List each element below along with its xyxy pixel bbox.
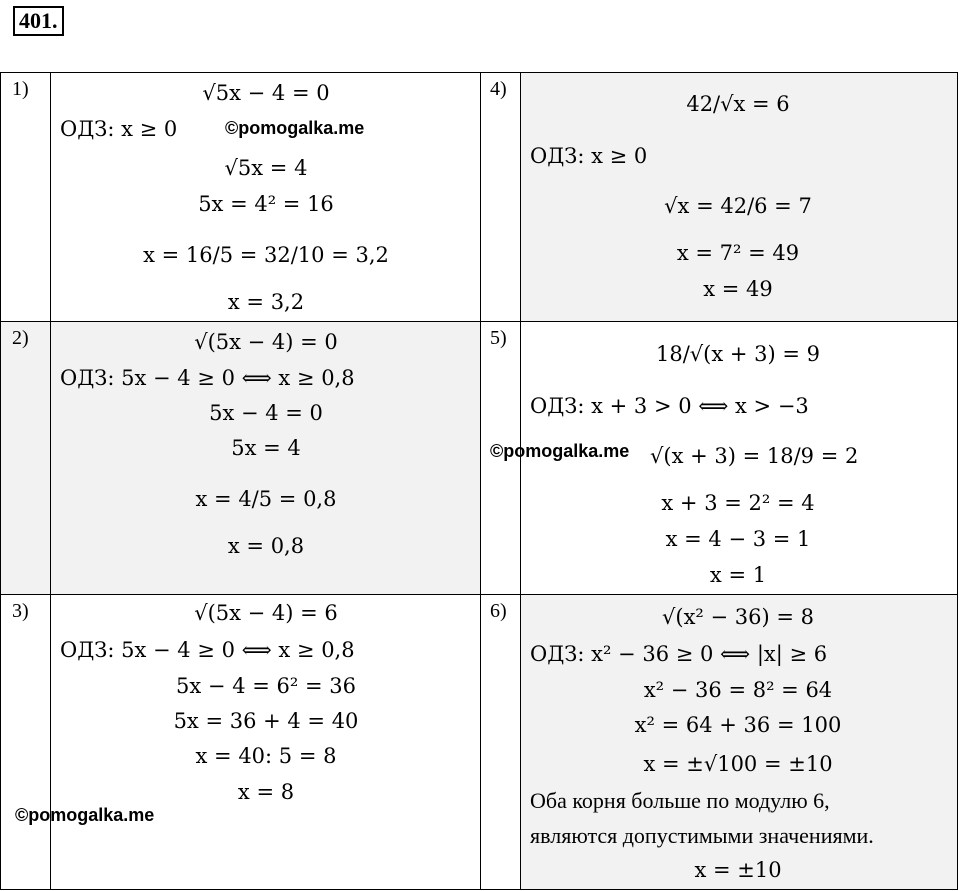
cell-2-line-3: 5x − 4 = 0 bbox=[209, 401, 323, 425]
cell-3-line-5: x = 40: 5 = 8 bbox=[195, 744, 337, 768]
cell-5-line-4: x + 3 = 2² = 4 bbox=[661, 491, 815, 515]
cell-1-line-3: √5x = 4 bbox=[224, 156, 308, 180]
cell-6-line-8: x = ±10 bbox=[694, 858, 782, 882]
cell-4-line-3: √x = 42/6 = 7 bbox=[664, 194, 812, 218]
cell-2-number: 2) bbox=[12, 327, 29, 349]
row-divider-1 bbox=[0, 321, 958, 322]
cell-5-line-1: 18/√(x + 3) = 9 bbox=[655, 342, 821, 366]
watermark-3: ©pomogalka.me bbox=[15, 805, 155, 825]
cell-3-line-4: 5x = 36 + 4 = 40 bbox=[173, 709, 359, 733]
cell-1-number: 1) bbox=[12, 78, 29, 100]
cell-1-line-6: x = 3,2 bbox=[227, 290, 305, 314]
cell-6-line-3: x² − 36 = 8² = 64 bbox=[643, 678, 833, 702]
cell-3-odz: ОДЗ: 5x − 4 ≥ 0 ⟺ x ≥ 0,8 bbox=[60, 638, 355, 662]
cell-2-line-5: x = 4/5 = 0,8 bbox=[195, 487, 337, 511]
cell-4-number: 4) bbox=[490, 78, 507, 100]
cell-2-line-4: 5x = 4 bbox=[231, 436, 301, 460]
row-divider-2 bbox=[0, 594, 958, 595]
cell-6-line-5: x = ±√100 = ±10 bbox=[643, 752, 833, 776]
col-divider-left bbox=[50, 72, 51, 890]
cell-5-odz: ОДЗ: x + 3 > 0 ⟺ x > −3 bbox=[530, 394, 809, 418]
cell-5-line-5: x = 4 − 3 = 1 bbox=[665, 527, 811, 551]
cell-3-number: 3) bbox=[12, 600, 29, 622]
cell-6-line-4: x² = 64 + 36 = 100 bbox=[634, 713, 842, 737]
cell-2-line-6: x = 0,8 bbox=[227, 534, 305, 558]
cell-4-line-4: x = 7² = 49 bbox=[676, 241, 800, 265]
cell-5-line-6: x = 1 bbox=[709, 563, 767, 587]
cell-3-line-3: 5x − 4 = 6² = 36 bbox=[176, 674, 356, 698]
cell-6-odz: ОДЗ: x² − 36 ≥ 0 ⟺ |x| ≥ 6 bbox=[530, 642, 828, 666]
cell-6-number: 6) bbox=[490, 600, 507, 622]
cell-6-note-2: являются допустимыми значениями. bbox=[530, 823, 874, 848]
cell-4-line-5: x = 49 bbox=[703, 277, 773, 301]
cell-4-line-1: 42/√x = 6 bbox=[686, 92, 790, 116]
col-divider-mid bbox=[480, 72, 481, 890]
cell-1-odz: ОДЗ: x ≥ 0 bbox=[60, 117, 178, 141]
cell-5-line-3: √(x + 3) = 18/9 = 2 bbox=[650, 444, 859, 468]
cell-2-line-1: √(5x − 4) = 0 bbox=[194, 330, 338, 354]
cell-2-odz: ОДЗ: 5x − 4 ≥ 0 ⟺ x ≥ 0,8 bbox=[60, 366, 355, 390]
cell-1-line-1: √5x − 4 = 0 bbox=[202, 81, 330, 105]
cell-1-line-4: 5x = 4² = 16 bbox=[198, 192, 334, 216]
cell-3-line-1: √(5x − 4) = 6 bbox=[194, 601, 338, 625]
cell-3-line-6: x = 8 bbox=[237, 780, 295, 804]
cell-6-note-1: Оба корня больше по модулю 6, bbox=[530, 788, 830, 813]
watermark-5: ©pomogalka.me bbox=[490, 441, 630, 461]
cell-6-line-1: √(x² − 36) = 8 bbox=[661, 605, 815, 629]
cell-5-number: 5) bbox=[490, 327, 507, 349]
cell-1-line-5: x = 16/5 = 32/10 = 3,2 bbox=[143, 243, 389, 267]
problem-number: 401. bbox=[13, 6, 64, 36]
cell-4-odz: ОДЗ: x ≥ 0 bbox=[530, 144, 648, 168]
col-divider-right bbox=[520, 72, 521, 890]
watermark-1: ©pomogalka.me bbox=[225, 118, 365, 138]
